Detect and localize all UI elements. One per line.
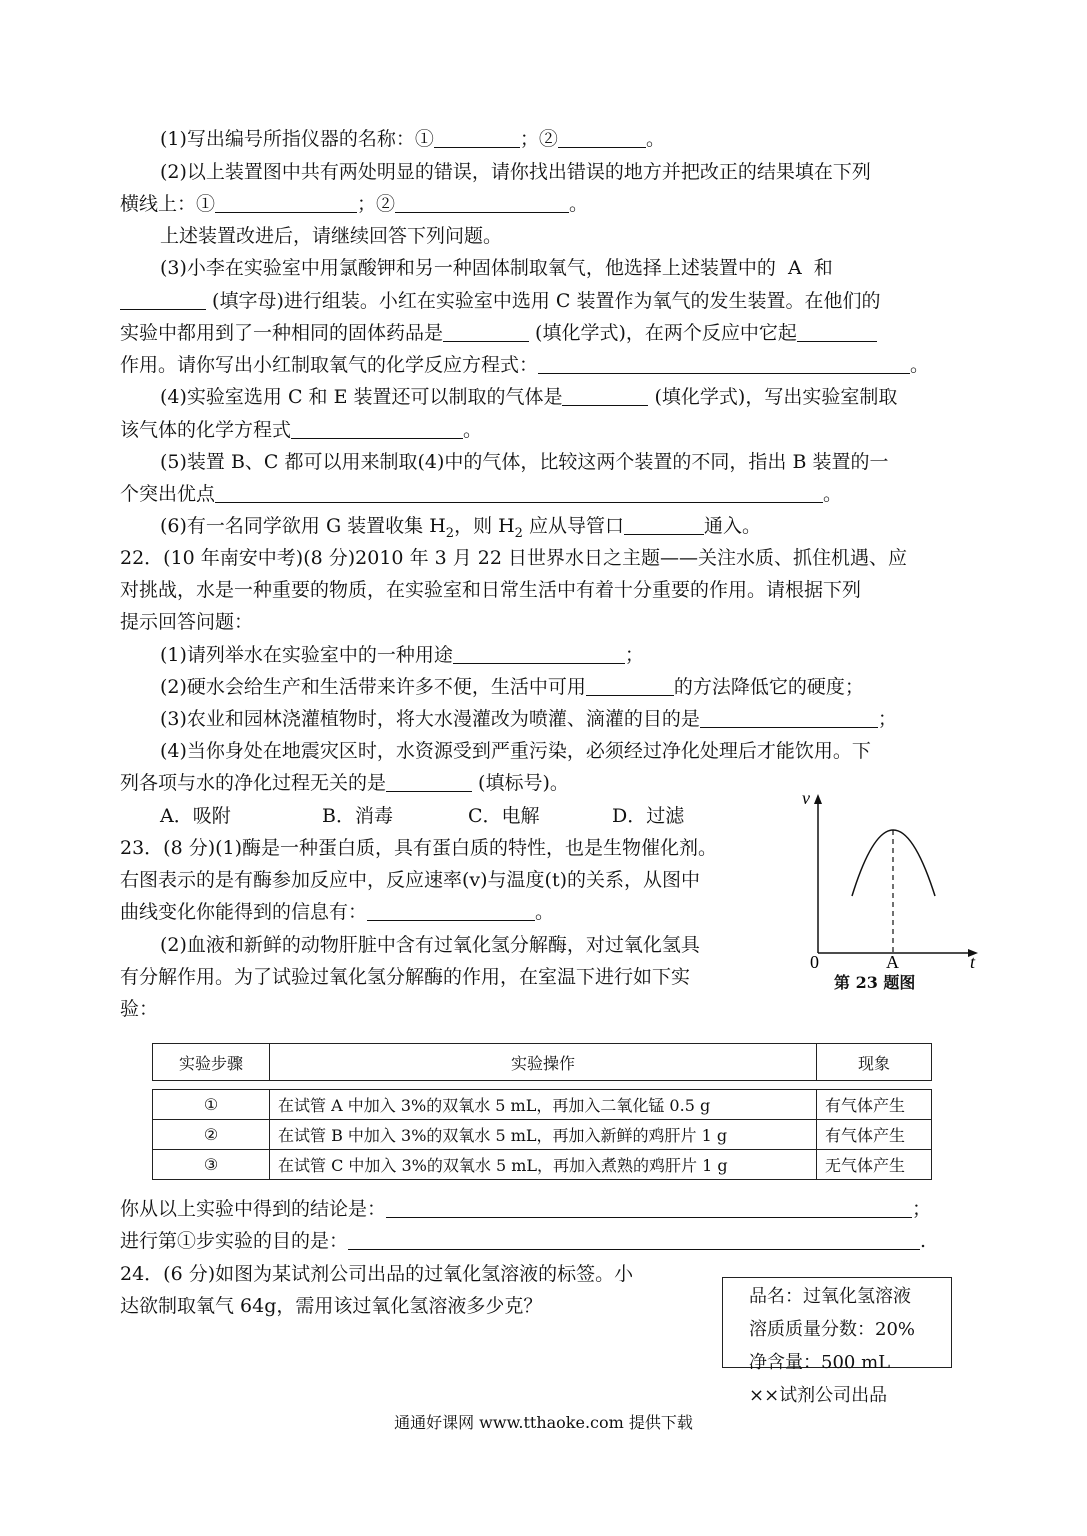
q24-stem-line2: 达欲制取氧气 64g，需用该过氧化氢溶液多少克？: [120, 1295, 543, 1317]
q23-stem-line5: 有分解作用。为了试验过氧化氢分解酶的作用，在室温下进行如下实: [120, 966, 691, 988]
q21-part6: (6)有一名同学欲用 G 装置收集 $H_2$，则 $H_2$ 应从导管口 通入。: [160, 515, 762, 541]
q21-part2-line2: 横线上：① ；② 。: [120, 193, 589, 215]
q23-stem-line2: 右图表示的是有酶参加反应中，反应速率(v)与温度(t)的关系，从图中: [120, 869, 701, 891]
enzyme-rate-graph: [800, 788, 990, 973]
peak-label: A: [886, 952, 899, 972]
q21-part5-line1: (5)装置 B、C 都可以用来制取(4)中的气体，比较这两个装置的不同，指出 B 装置的一: [160, 451, 889, 473]
q23-purpose: 进行第①步实验的目的是： .: [120, 1230, 927, 1252]
q21-part5-line2: 个突出优点 。: [120, 483, 843, 505]
table-row: ② 在试管 B 中加入 3%的双氧水 5 mL，再加入新鲜的鸡肝片 1 g 有气体产生: [153, 1120, 932, 1150]
q21-part1: (1)写出编号所指仪器的名称：① ；② 。: [160, 128, 665, 150]
header-phenomenon: 现象: [817, 1044, 932, 1081]
footer-source: 通通好课网 www.tthaoke.com 提供下载: [394, 1413, 693, 1432]
q22-stem-line3: 提示回答问题：: [120, 611, 254, 633]
q22-stem-line2: 对挑战，水是一种重要的物质，在实验室和日常生活中有着十分重要的作用。请根据下列: [120, 579, 862, 601]
q21-part3-line1: (3)小李在实验室中用氯酸钾和另一种固体制取氧气，他选择上述装置中的 A 和: [160, 257, 833, 279]
reagent-label: [722, 1277, 952, 1406]
y-axis-arrow: [814, 794, 822, 804]
q23-stem-line1: 23．(8 分)(1)酶是一种蛋白质，具有蛋白质的特性，也是生物催化剂。: [120, 837, 718, 859]
label-manufacturer: ××试剂公司出品: [749, 1385, 888, 1406]
q22-part2: (2)硬水会给生产和生活带来许多不便，生活中可用 的方法降低它的硬度；: [160, 676, 864, 698]
q23-stem-line6: 验：: [120, 998, 159, 1020]
header-operation: 实验操作: [270, 1044, 817, 1081]
table-row: ③ 在试管 C 中加入 3%的双氧水 5 mL，再加入煮熟的鸡肝片 1 g 无气体产生: [153, 1150, 932, 1180]
q23-stem-line4: (2)血液和新鲜的动物肝脏中含有过氧化氢分解酶，对过氧化氢具: [160, 934, 700, 956]
label-net-content: 净含量：500 mL: [749, 1352, 891, 1373]
q22-part3: (3)农业和园林浇灌植物时，将大水漫灌改为喷灌、滴灌的目的是 ；: [160, 708, 897, 730]
q22-option-a: A．吸附: [160, 805, 231, 827]
table-header-row: [153, 1044, 932, 1081]
q24-stem-line1: 24．(6 分)如图为某试剂公司出品的过氧化氢溶液的标签。小: [120, 1263, 634, 1285]
q21-part4-line2: 该气体的化学方程式 。: [120, 419, 483, 441]
q23-conclusion: 你从以上实验中得到的结论是： ；: [120, 1198, 932, 1220]
q22-part4-line1: (4)当你身处在地震灾区时，水资源受到严重污染，必须经过净化处理后才能饮用。下: [160, 740, 871, 762]
q22-stem-line1: 22．(10 年南安中考)(8 分)2010 年 3 月 22 日世界水日之主题——关注水质、抓住机遇、应: [120, 547, 907, 569]
q21-part2-line1: (2)以上装置图中共有两处明显的错误，请你找出错误的地方并把改正的结果填在下列: [160, 161, 871, 183]
experiment-table: [152, 1043, 932, 1180]
q22-option-b: B．消毒: [322, 805, 393, 827]
q21-part3-line3: 实验中都用到了一种相同的固体药品是 (填化学式)，在两个反应中它起: [120, 321, 877, 345]
q23-stem-line3: 曲线变化你能得到的信息有： 。: [120, 901, 555, 923]
label-product-name: 品名：过氧化氢溶液: [749, 1286, 911, 1307]
x-axis-label: t: [970, 952, 976, 972]
y-axis-label: v: [802, 788, 810, 808]
label-concentration: 溶质质量分数：20%: [749, 1319, 916, 1340]
q21-part3-line4: 作用。请你写出小红制取氧气的化学反应方程式： 。: [120, 354, 930, 376]
q21-note: 上述装置改进后，请继续回答下列问题。: [160, 225, 503, 247]
q21-part3-line2: (填字母)进行组装。小红在实验室中选用 C 装置作为氧气的发生装置。在他们的: [120, 289, 880, 313]
origin-label: 0: [810, 952, 819, 972]
table-row: ① 在试管 A 中加入 3%的双氧水 5 mL，再加入二氧化锰 0.5 g 有气体产生: [153, 1090, 932, 1120]
q22-part4-line2: 列各项与水的净化过程无关的是 (填标号)。: [120, 772, 569, 794]
q21-part4-line1: (4)实验室选用 C 和 E 装置还可以制取的气体是 (填化学式)，写出实验室制取: [160, 386, 898, 408]
q22-part1: (1)请列举水在实验室中的一种用途 ；: [160, 644, 644, 666]
q22-option-d: D．过滤: [612, 805, 685, 827]
graph-caption: 第 23 题图: [834, 973, 916, 992]
q22-option-c: C．电解: [468, 805, 540, 827]
header-step: 实验步骤: [153, 1044, 270, 1081]
